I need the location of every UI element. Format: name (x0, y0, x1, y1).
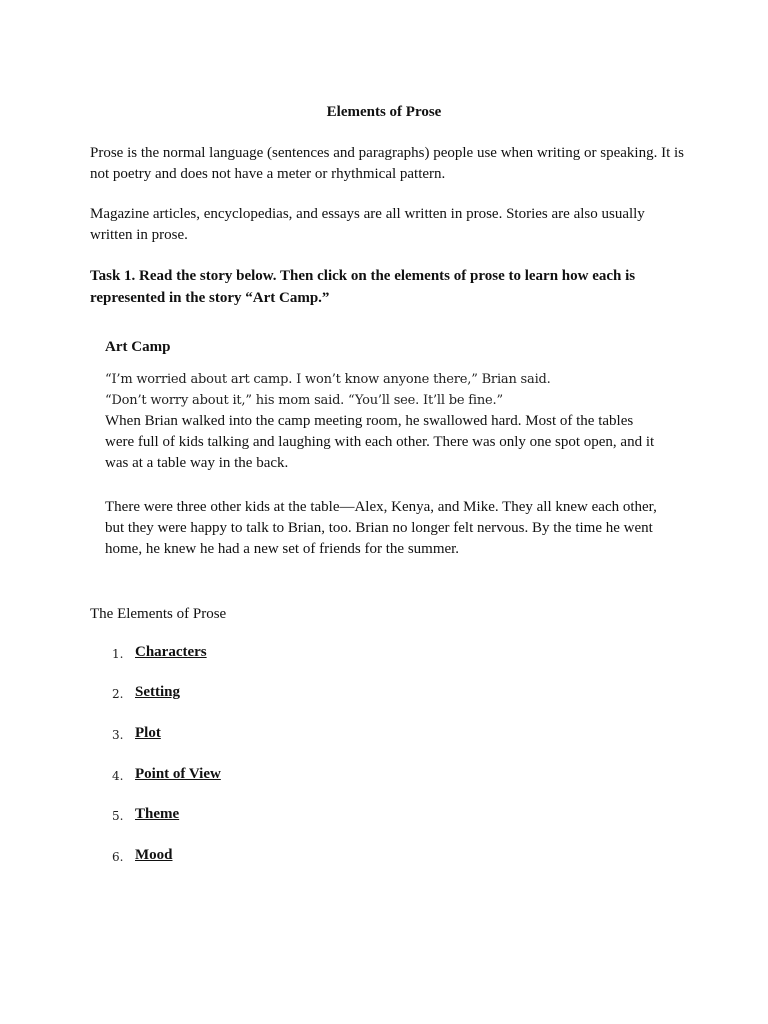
story-narration-1: When Brian walked into the camp meeting room, he swallowed hard. Most of the tables were full of kids talking and laughing with each other. There was only one spot open, and it was at a table way in the back. (105, 413, 655, 471)
page-title: Elements of Prose (326, 104, 442, 120)
intro-paragraph-2: Magazine articles, encyclopedias, and essays are all written in prose. Stories are also usually written in prose. (90, 206, 645, 243)
mood-link[interactable]: Mood (135, 847, 173, 863)
elements-heading: The Elements of Prose (90, 606, 227, 622)
list-item-mood (0, 847, 400, 869)
list-item-theme (0, 806, 400, 828)
plot-link[interactable]: Plot (135, 725, 161, 741)
story-dialogue-1: “I’m worried about art camp. I won’t know anyone there,” Brian said. (105, 372, 551, 387)
story-dialogue-2: “Don’t worry about it,” his mom said. “You’ll see. It’ll be fine.” (105, 393, 503, 408)
list-item-characters (0, 644, 400, 666)
task-instructions: Task 1. Read the story below. Then click on the elements of prose to learn how each is represented in the story “Art Camp.” (90, 268, 636, 306)
point-of-view-link[interactable]: Point of View (135, 766, 221, 782)
story-title: Art Camp (105, 339, 171, 355)
list-number: 6. (112, 850, 124, 864)
intro-paragraph-1: Prose is the normal language (sentences and paragraphs) people use when writing or speaking. It is not poetry and does not have a meter or rhythmical pattern. (90, 145, 684, 182)
list-number: 2. (112, 687, 124, 701)
setting-link[interactable]: Setting (135, 684, 180, 700)
list-number: 3. (112, 728, 124, 742)
list-item-point-of-view (0, 766, 400, 788)
list-number: 1. (112, 647, 124, 661)
characters-link[interactable]: Characters (135, 644, 207, 660)
story-paragraph-2: There were three other kids at the table—Alex, Kenya, and Mike. They all knew each other, but they were happy to talk to Brian, too. Brian no longer felt nervous. By the time he went home, he knew he had a new set of friends for the summer. (105, 499, 657, 557)
list-number: 4. (112, 769, 124, 783)
list-item-setting (0, 684, 400, 706)
theme-link[interactable]: Theme (135, 806, 180, 822)
story-paragraph-1 (105, 369, 665, 474)
list-item-plot (0, 725, 400, 747)
list-number: 5. (112, 809, 124, 823)
